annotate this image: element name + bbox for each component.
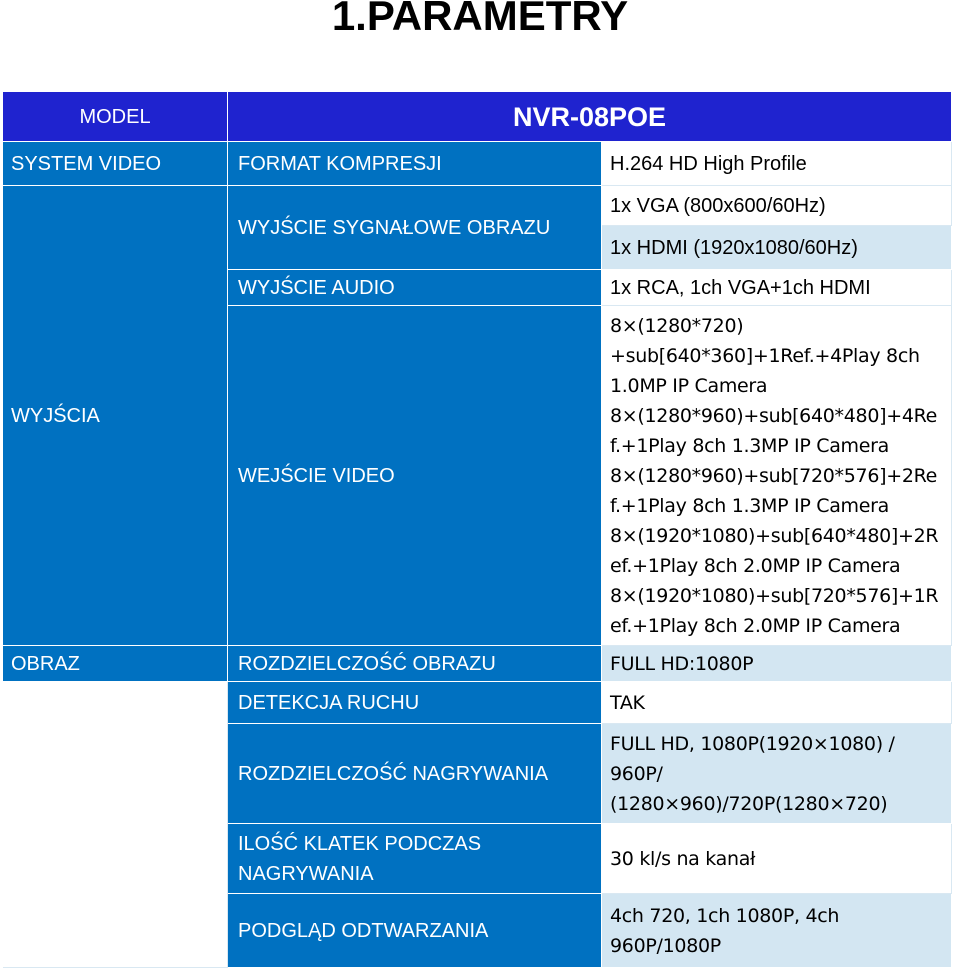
param-audio-out: WYJŚCIE AUDIO bbox=[228, 270, 602, 306]
model-value: NVR-08POE bbox=[228, 92, 952, 142]
model-label: MODEL bbox=[3, 92, 228, 142]
param-resolution: ROZDZIELCZOŚĆ OBRAZU bbox=[228, 646, 602, 682]
param-video-in: WEJŚCIE VIDEO bbox=[228, 306, 602, 646]
param-motion: DETEKCJA RUCHU bbox=[228, 682, 602, 724]
param-playback: PODGLĄD ODTWARZANIA bbox=[228, 894, 602, 968]
value-playback: 4ch 720, 1ch 1080P, 4ch 960P/1080P bbox=[602, 894, 952, 968]
param-video-out: WYJŚCIE SYGNAŁOWE OBRAZU bbox=[228, 186, 602, 270]
value-resolution: FULL HD:1080P bbox=[602, 646, 952, 682]
value-rec-res: FULL HD, 1080P(1920×1080) / 960P/ (1280×960)/720P(1280×720) bbox=[602, 724, 952, 824]
value-compression: H.264 HD High Profile bbox=[602, 142, 952, 186]
value-fps: 30 kl/s na kanał bbox=[602, 824, 952, 894]
param-fps: ILOŚĆ KLATEK PODCZAS NAGRYWANIA bbox=[228, 824, 602, 894]
value-vga: 1x VGA (800x600/60Hz) bbox=[602, 186, 952, 226]
group-image-blank bbox=[3, 682, 228, 968]
parameters-table bbox=[3, 92, 952, 968]
group-image: OBRAZ bbox=[3, 646, 228, 682]
value-audio-out: 1x RCA, 1ch VGA+1ch HDMI bbox=[602, 270, 952, 306]
page-title: 1.PARAMETRY bbox=[331, 0, 629, 39]
param-compression: FORMAT KOMPRESJI bbox=[228, 142, 602, 186]
group-system-video: SYSTEM VIDEO bbox=[3, 142, 228, 186]
value-hdmi: 1x HDMI (1920x1080/60Hz) bbox=[602, 226, 952, 270]
group-outputs: WYJŚCIA bbox=[3, 186, 228, 646]
value-motion: TAK bbox=[602, 682, 952, 724]
value-video-in: 8×(1280*720) +sub[640*360]+1Ref.+4Play 8ch 1.0MP IP Camera 8×(1280*960)+sub[640*480]+4Re f.+1Play 8ch 1.3MP IP Camera 8×(1280*960)+sub[720*576]+2Re f.+1Play 8ch 1.3MP IP Camera 8×(1920*1080)+sub[640*480]+2R ef.+1Play 8ch 2.0MP IP Camera 8×(1920*1080)+sub[720*576]+1R ef.+1Play 8ch 2.0MP IP Camera bbox=[602, 306, 952, 646]
param-rec-res: ROZDZIELCZOŚĆ NAGRYWANIA bbox=[228, 724, 602, 824]
